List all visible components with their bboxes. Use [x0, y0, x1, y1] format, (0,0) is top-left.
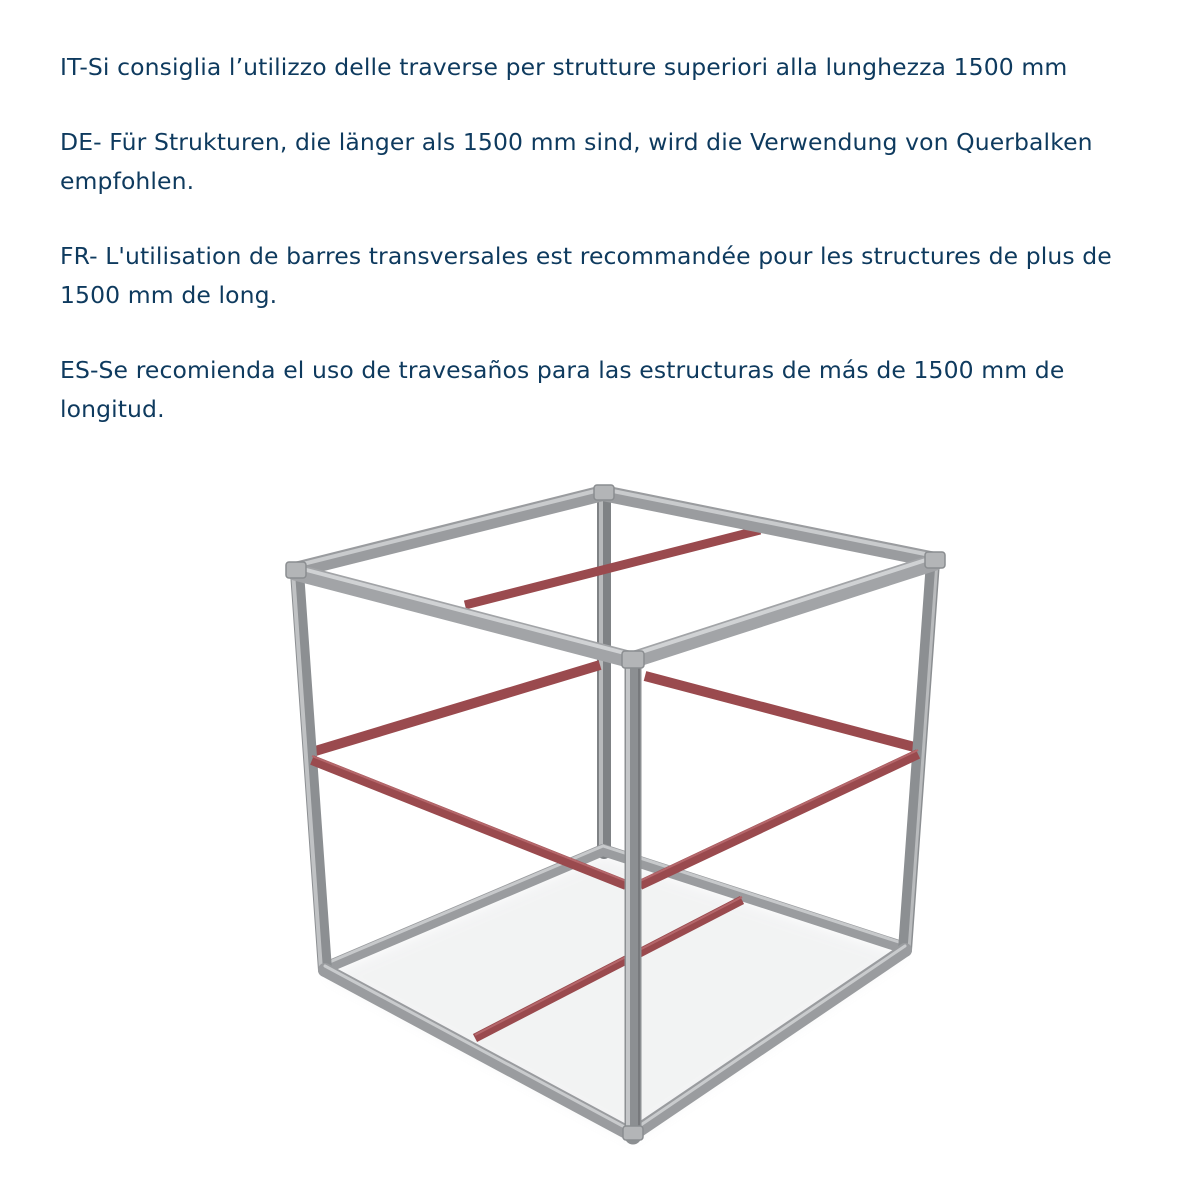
top-frame — [295, 489, 935, 570]
frame-illustration — [0, 470, 1200, 1200]
multilingual-notes — [60, 48, 1160, 465]
note-french: FR- L'utilisation de barres transversales est recommandée pour les structures de plus de 1500 mm de long. — [60, 242, 1112, 309]
floor-shadow — [325, 855, 905, 1140]
front-post — [628, 662, 639, 1136]
note-german: DE- Für Strukturen, die länger als 1500 mm sind, wird die Verwendung von Querbalken empfohlen. — [60, 128, 1093, 195]
note-italian: IT-Si consiglia l’utilizzo delle traverse per strutture superiori alla lunghezza 1500 mm — [60, 53, 1068, 81]
note-spanish: ES-Se recomienda el uso de travesaños para las estructuras de más de 1500 mm de longitud. — [60, 356, 1065, 423]
top-front-frame — [295, 557, 935, 660]
